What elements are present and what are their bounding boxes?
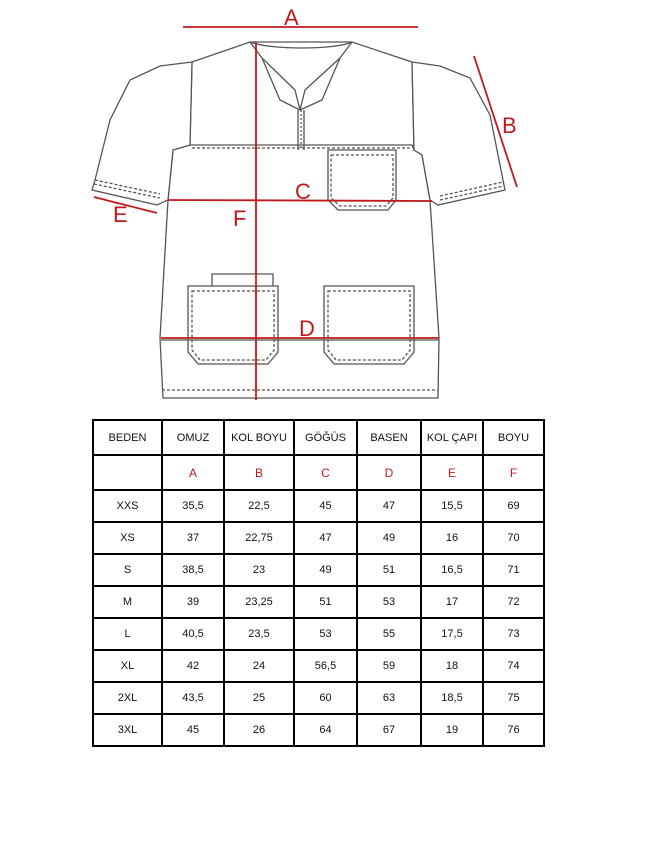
label-b: B: [502, 113, 517, 138]
value-cell: 40,5: [162, 618, 224, 650]
header-cell: GÖĞÜS: [294, 420, 357, 455]
value-cell: 22,75: [224, 522, 294, 554]
value-cell: 23,5: [224, 618, 294, 650]
value-cell: 38,5: [162, 554, 224, 586]
letter-cell: B: [224, 455, 294, 490]
header-cell: OMUZ: [162, 420, 224, 455]
table-row: [93, 586, 544, 618]
value-cell: 53: [357, 586, 421, 618]
header-cell: BOYU: [483, 420, 544, 455]
table-row: [93, 554, 544, 586]
size-chart-table: [92, 419, 545, 747]
value-cell: 18: [421, 650, 483, 682]
table-row: [93, 490, 544, 522]
value-cell: 73: [483, 618, 544, 650]
size-cell: M: [93, 586, 162, 618]
size-cell: 3XL: [93, 714, 162, 746]
table-row: [93, 650, 544, 682]
value-cell: 19: [421, 714, 483, 746]
value-cell: 47: [357, 490, 421, 522]
value-cell: 71: [483, 554, 544, 586]
value-cell: 16,5: [421, 554, 483, 586]
value-cell: 63: [357, 682, 421, 714]
table-row: [93, 714, 544, 746]
value-cell: 35,5: [162, 490, 224, 522]
letter-cell: E: [421, 455, 483, 490]
value-cell: 25: [224, 682, 294, 714]
value-cell: 45: [162, 714, 224, 746]
value-cell: 56,5: [294, 650, 357, 682]
label-a: A: [284, 5, 299, 30]
letter-cell: D: [357, 455, 421, 490]
value-cell: 39: [162, 586, 224, 618]
value-cell: 42: [162, 650, 224, 682]
value-cell: 55: [357, 618, 421, 650]
size-cell: L: [93, 618, 162, 650]
value-cell: 16: [421, 522, 483, 554]
value-cell: 60: [294, 682, 357, 714]
value-cell: 22,5: [224, 490, 294, 522]
value-cell: 75: [483, 682, 544, 714]
letter-row: [93, 455, 544, 490]
letter-cell: F: [483, 455, 544, 490]
letter-cell: [93, 455, 162, 490]
value-cell: 17,5: [421, 618, 483, 650]
value-cell: 64: [294, 714, 357, 746]
table-row: [93, 522, 544, 554]
header-cell: BASEN: [357, 420, 421, 455]
value-cell: 18,5: [421, 682, 483, 714]
value-cell: 70: [483, 522, 544, 554]
value-cell: 45: [294, 490, 357, 522]
value-cell: 74: [483, 650, 544, 682]
value-cell: 69: [483, 490, 544, 522]
value-cell: 15,5: [421, 490, 483, 522]
table-row: [93, 618, 544, 650]
label-d: D: [299, 316, 315, 341]
size-cell: S: [93, 554, 162, 586]
value-cell: 23,25: [224, 586, 294, 618]
header-cell: KOL BOYU: [224, 420, 294, 455]
value-cell: 67: [357, 714, 421, 746]
shirt-outline: [92, 42, 505, 398]
value-cell: 51: [294, 586, 357, 618]
letter-cell: C: [294, 455, 357, 490]
size-cell: XL: [93, 650, 162, 682]
value-cell: 47: [294, 522, 357, 554]
value-cell: 17: [421, 586, 483, 618]
value-cell: 59: [357, 650, 421, 682]
value-cell: 49: [294, 554, 357, 586]
table-row: [93, 682, 544, 714]
header-cell: BEDEN: [93, 420, 162, 455]
label-f: F: [233, 206, 247, 231]
value-cell: 53: [294, 618, 357, 650]
letter-cell: A: [162, 455, 224, 490]
value-cell: 51: [357, 554, 421, 586]
size-cell: XXS: [93, 490, 162, 522]
label-c: C: [295, 179, 311, 204]
value-cell: 26: [224, 714, 294, 746]
shirt-measurement-diagram: [0, 0, 656, 410]
value-cell: 43,5: [162, 682, 224, 714]
value-cell: 24: [224, 650, 294, 682]
value-cell: 49: [357, 522, 421, 554]
value-cell: 23: [224, 554, 294, 586]
value-cell: 76: [483, 714, 544, 746]
value-cell: 37: [162, 522, 224, 554]
size-cell: XS: [93, 522, 162, 554]
value-cell: 72: [483, 586, 544, 618]
header-cell: KOL ÇAPI: [421, 420, 483, 455]
header-row: [93, 420, 544, 455]
label-e: E: [113, 202, 128, 227]
size-cell: 2XL: [93, 682, 162, 714]
